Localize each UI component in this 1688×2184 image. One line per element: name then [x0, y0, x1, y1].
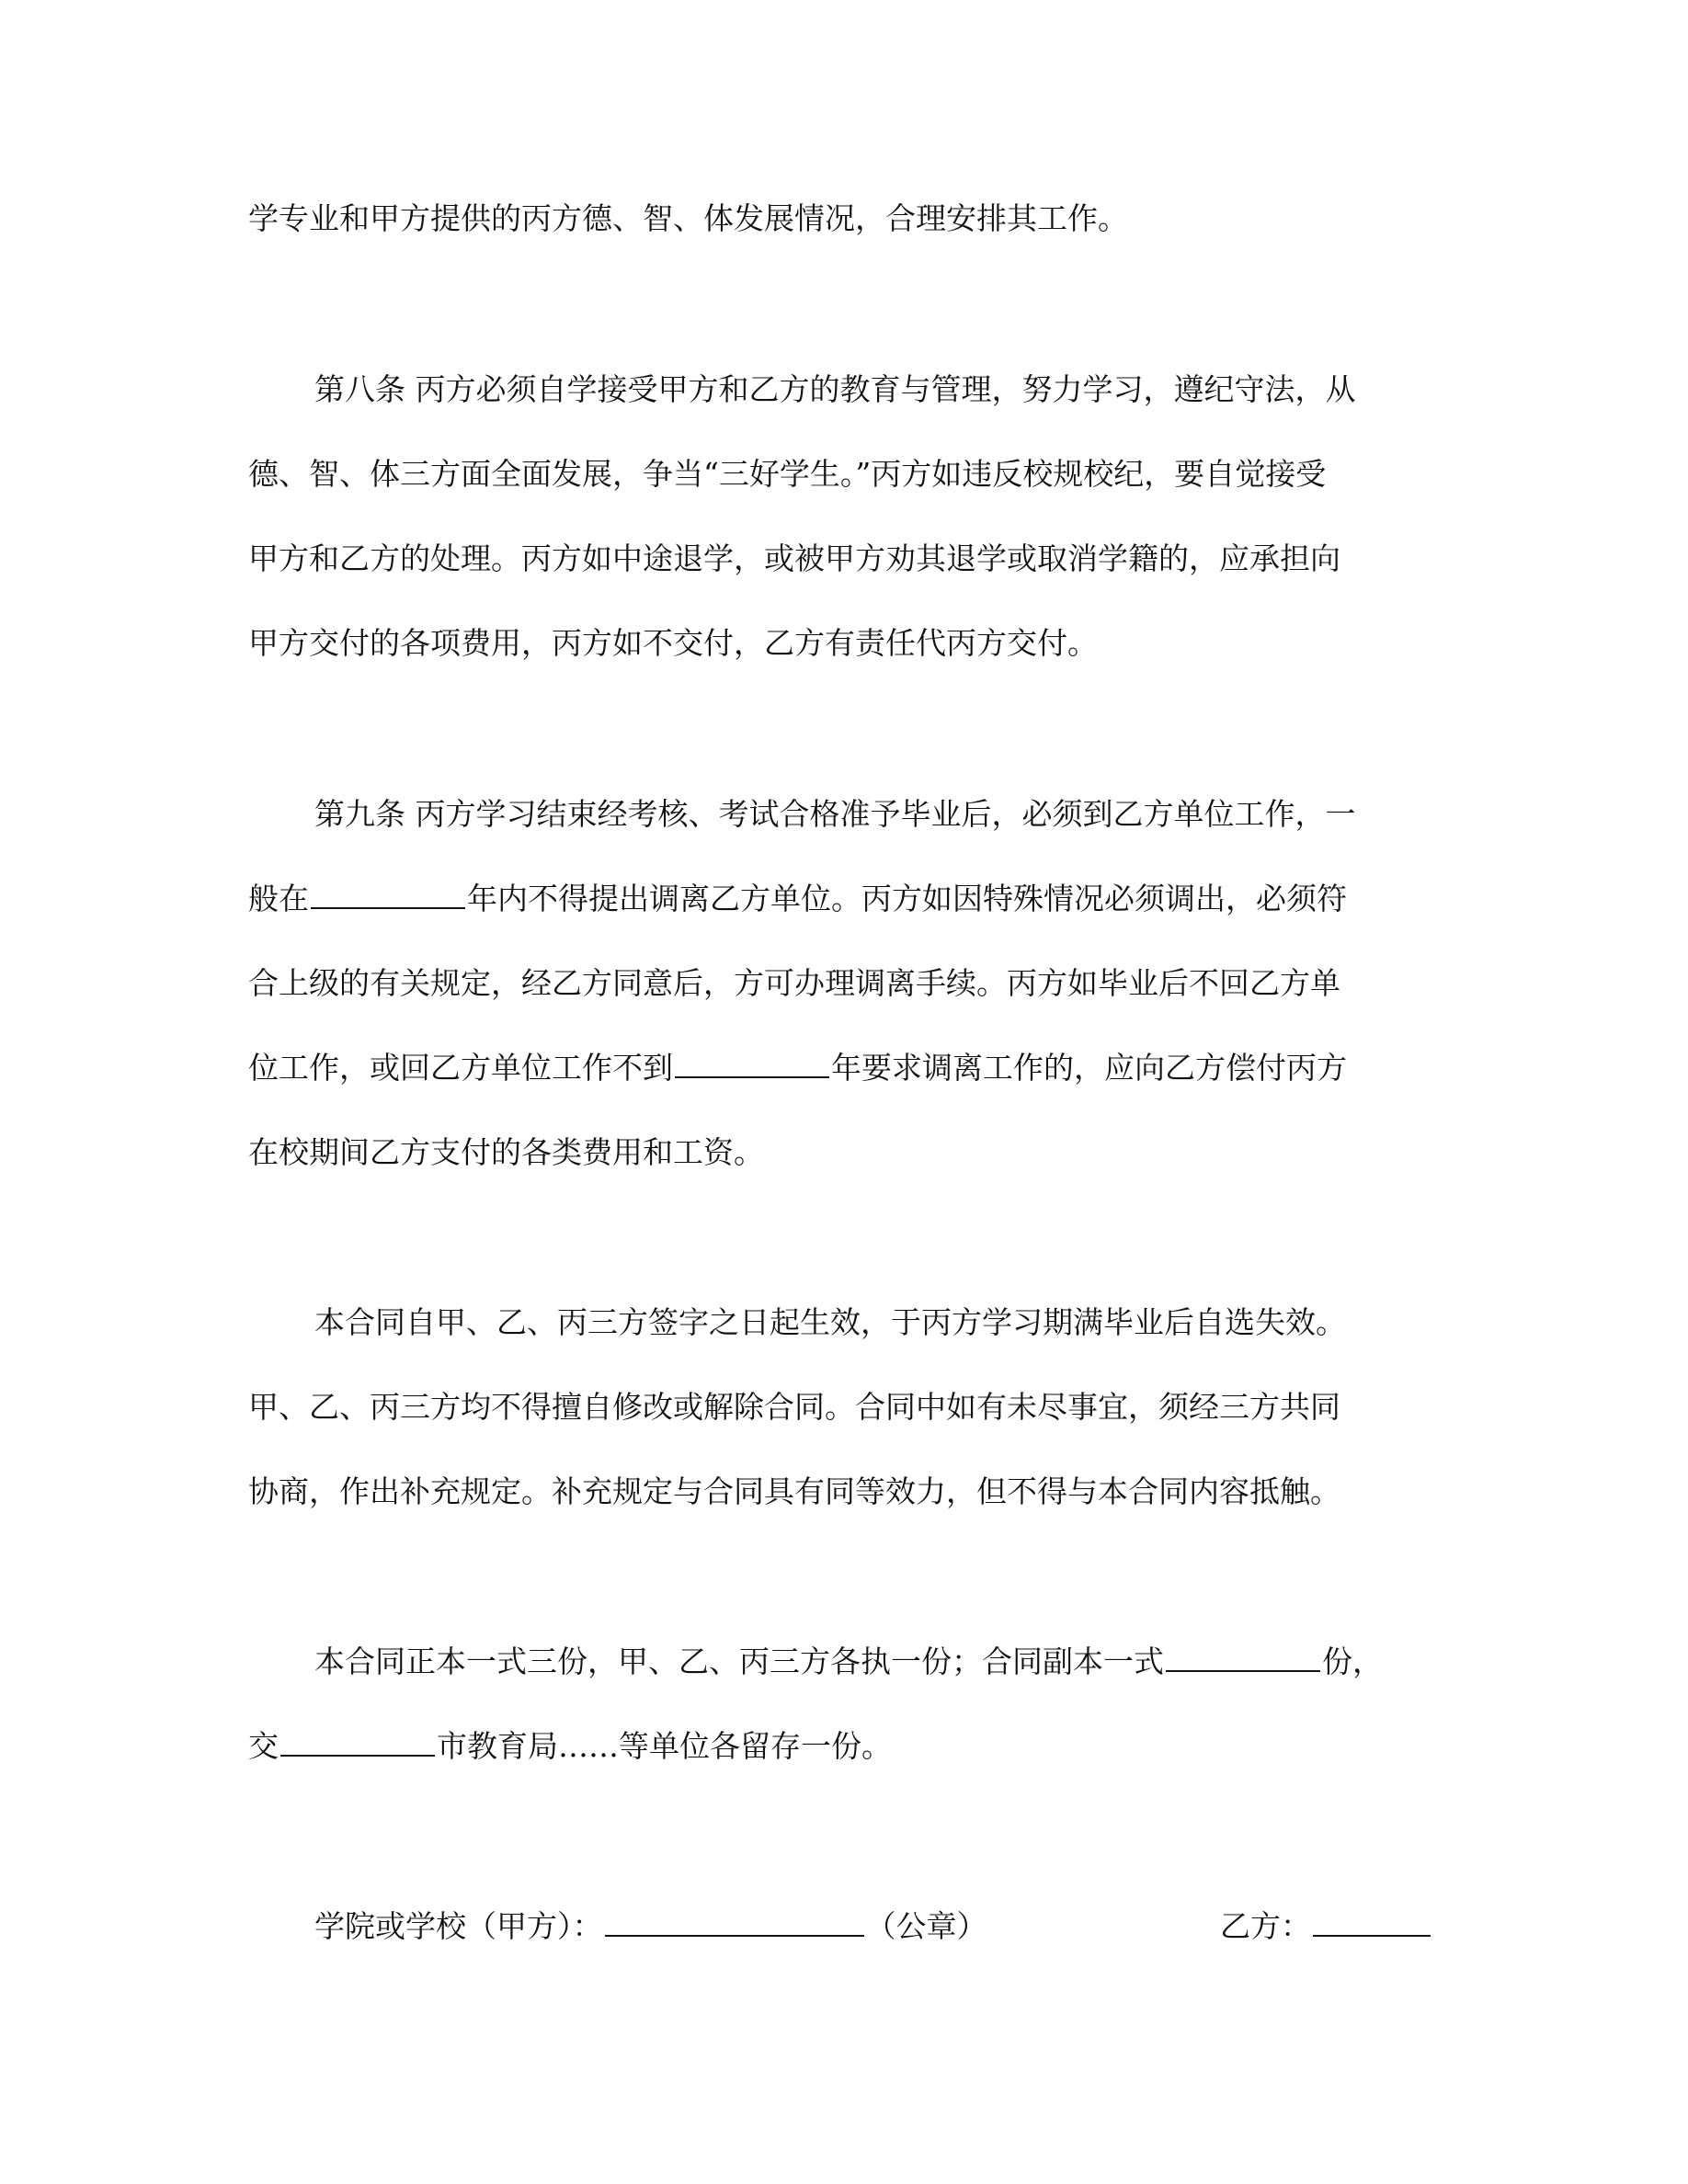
text-line [248, 1026, 1440, 1110]
text-line [248, 1620, 1440, 1704]
text-line: 甲方和乙方的处理。丙方如中途退学，或被甲方劝其退学或取消学籍的，应承担向 [248, 540, 1340, 576]
party-b-label: 乙方： [1220, 1908, 1311, 1944]
text-segment: 份， [1322, 1644, 1383, 1679]
text-line [248, 857, 1440, 941]
text-segment: 般在 [248, 881, 309, 916]
text-line: 德、智、体三方面全面发展，争当“三好学生。”丙方如违反校规校纪，要自觉接受 [248, 456, 1327, 492]
text-line: 本合同自甲、乙、丙三方签字之日起生效，于丙方学习期满毕业后自选失效。 [314, 1304, 1346, 1340]
text-line: 甲、乙、丙三方均不得擅自修改或解除合同。合同中如有未尽事宜，须经三方共同 [248, 1389, 1340, 1425]
text-line: 协商，作出补充规定。补充规定与合同具有同等效力，但不得与本合同内容抵触。 [248, 1473, 1340, 1509]
text-line: 在校期间乙方支付的各类费用和工资。 [248, 1134, 764, 1170]
copies-blank-field[interactable] [1166, 1643, 1320, 1672]
city-blank-field[interactable] [280, 1727, 435, 1757]
party-a-signature [314, 1884, 987, 1969]
text-segment: 市教育局……等单位各留存一份。 [437, 1728, 892, 1764]
text-line [248, 1704, 1440, 1789]
text-segment: 交 [248, 1728, 279, 1764]
text-line: 合上级的有关规定，经乙方同意后，方可办理调离手续。丙方如毕业后不回乙方单 [248, 965, 1340, 1001]
party-b-signature [1220, 1884, 1432, 1969]
text-segment: 本合同正本一式三份，甲、乙、丙三方各执一份；合同副本一式 [314, 1644, 1164, 1679]
article-8-paragraph [248, 347, 1440, 686]
text-line: 甲方交付的各项费用，丙方如不交付，乙方有责任代丙方交付。 [248, 625, 1098, 661]
text-line: 第八条 丙方必须自学接受甲方和乙方的教育与管理，努力学习，遵纪守法，从 [314, 371, 1356, 407]
years-blank-field[interactable] [675, 1049, 829, 1078]
party-a-signature-field[interactable] [605, 1907, 864, 1937]
party-a-label: 学院或学校（甲方）： [314, 1908, 603, 1944]
copies-clause-paragraph [248, 1620, 1440, 1789]
text-line: 第九条 丙方学习结束经考核、考试合格准予毕业后，必须到乙方单位工作，一 [314, 796, 1356, 832]
effect-clause-paragraph [248, 1280, 1440, 1534]
party-b-signature-field[interactable] [1313, 1907, 1431, 1937]
years-blank-field[interactable] [311, 880, 465, 909]
text-segment: 年内不得提出调离乙方单位。丙方如因特殊情况必须调出，必须符 [467, 881, 1347, 916]
party-a-seal-label: （公章） [865, 1908, 987, 1944]
text-line: 学专业和甲方提供的丙方德、智、体发展情况，合理安排其工作。 [248, 200, 1128, 236]
text-segment: 年要求调离工作的，应向乙方偿付丙方 [831, 1050, 1347, 1086]
text-segment: 位工作，或回乙方单位工作不到 [248, 1050, 673, 1086]
article-9-paragraph [248, 772, 1440, 1195]
intro-paragraph [248, 176, 1440, 261]
